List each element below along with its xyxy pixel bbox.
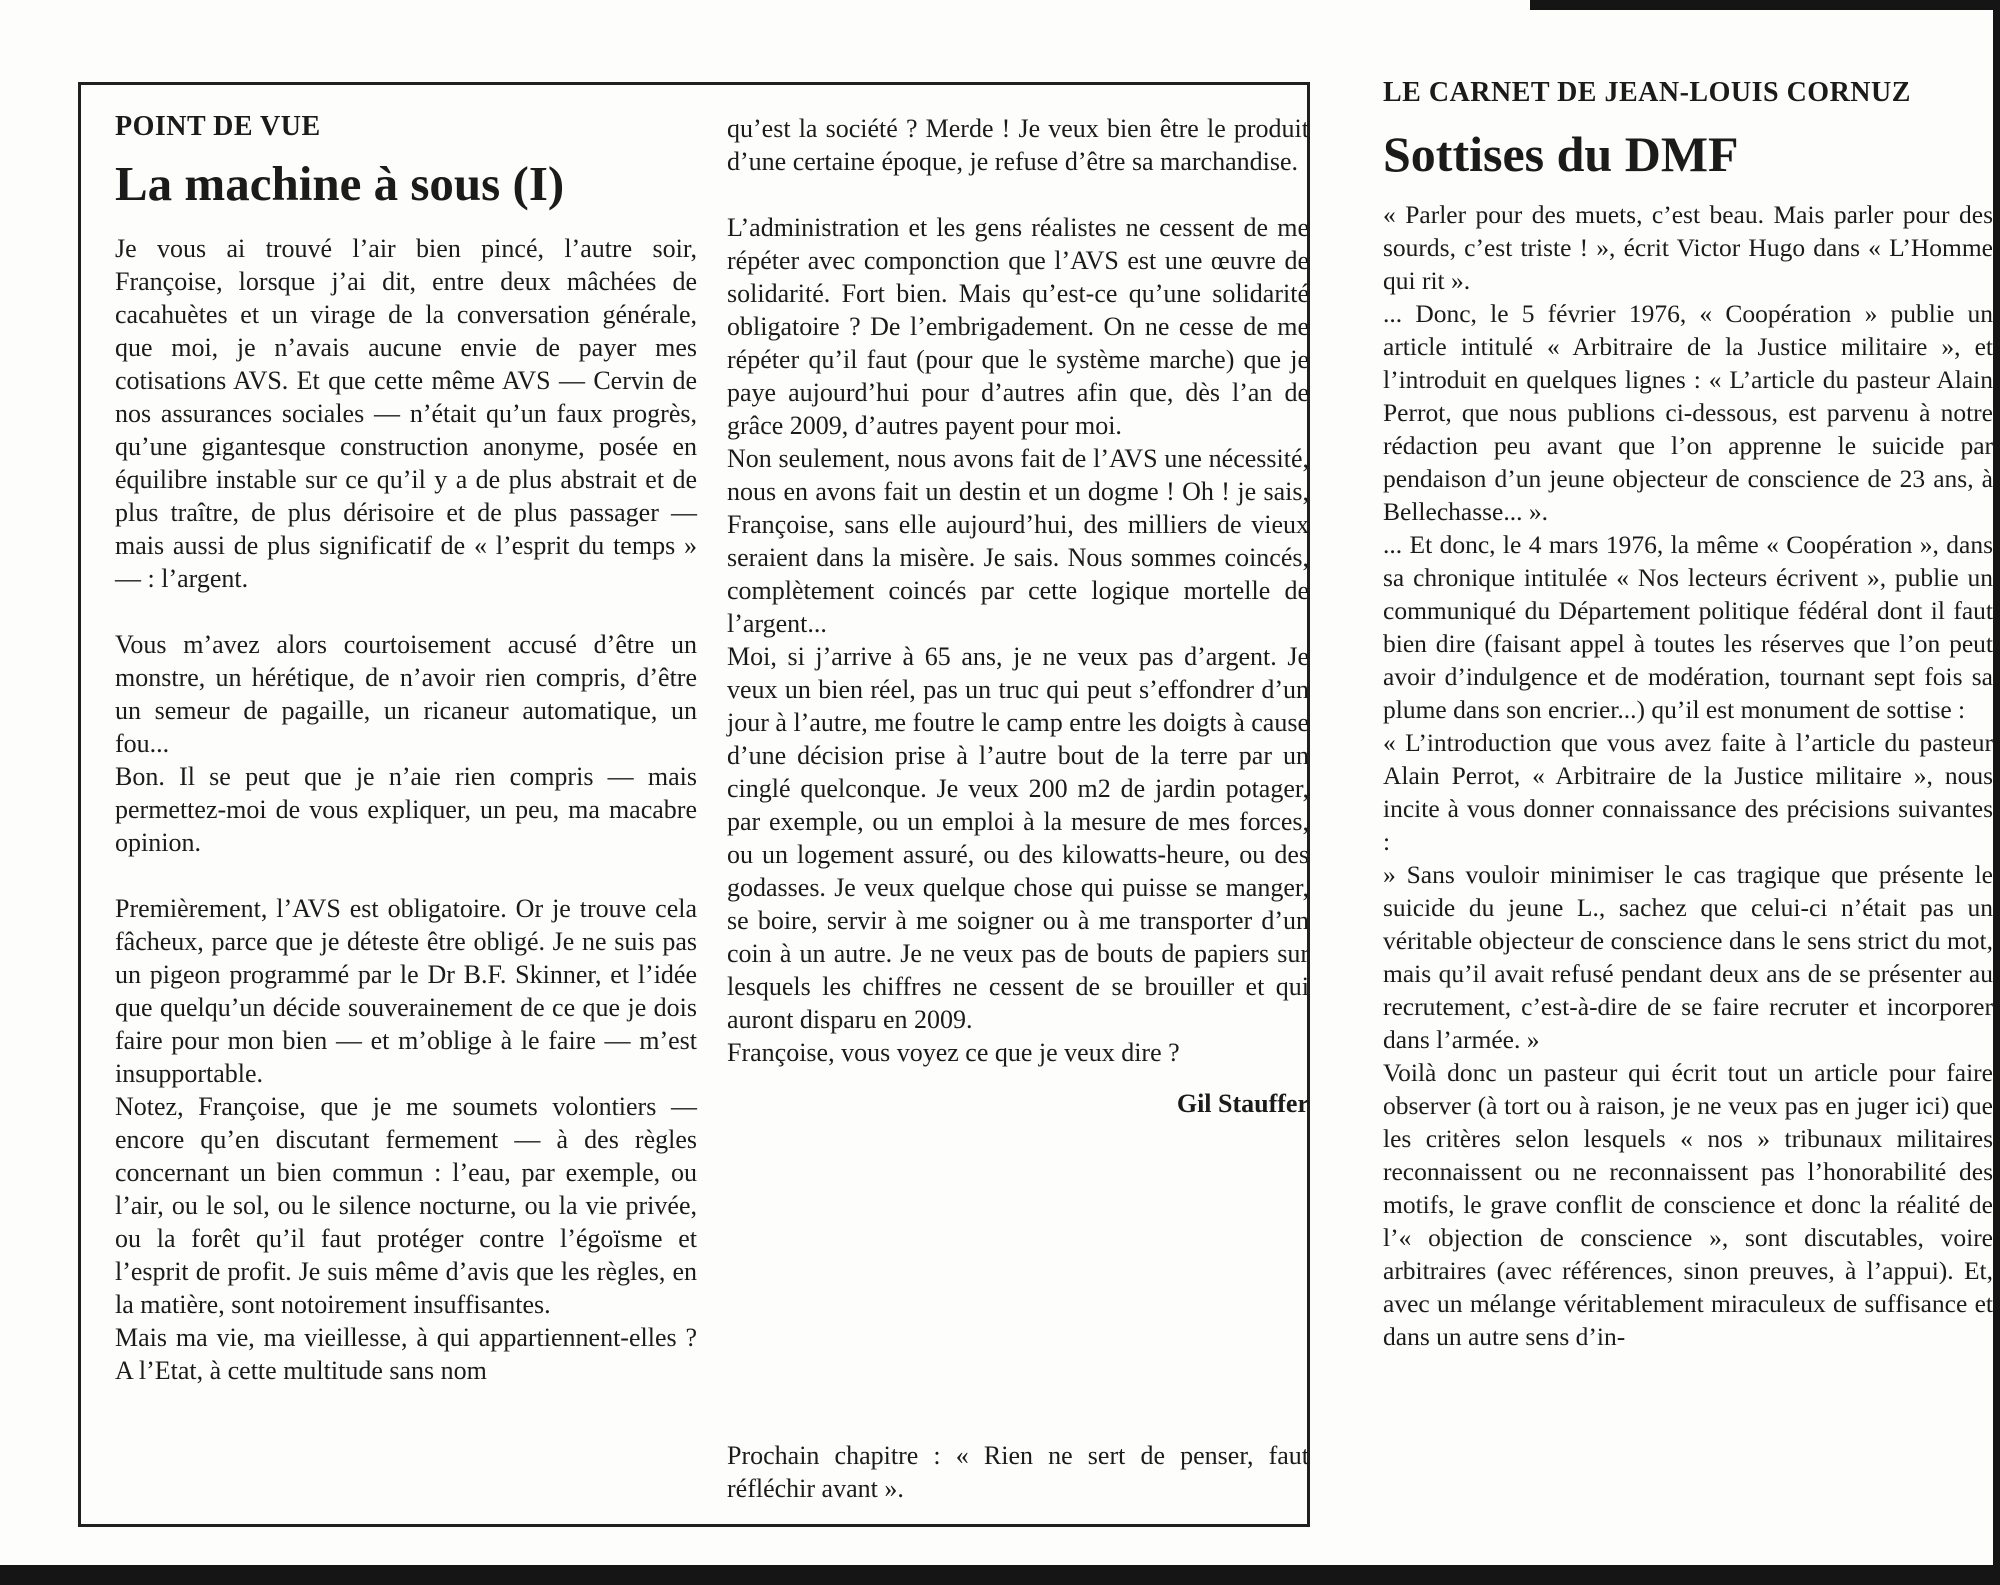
paragraph: ... Donc, le 5 février 1976, « Coopération » publie un article intitulé « Arbitraire de la Justice militaire », et l’introduit en quelques lignes : « L’article du pasteur Alain Perrot, que nous publions ci-dessous, est parvenu à notre rédaction peu avant que l’on apprenne le suicide par pendaison d’un jeune objecteur de conscience de 23 ans, à Bellechasse... ». bbox=[1383, 299, 1993, 526]
paragraph: L’administration et les gens réalistes ne cessent de me répéter avec componction que l’AVS est une œuvre de solidarité. Fort bien. Mais qu’est-ce qu’une solidarité obligatoire ? De l’embrigadement. On ne cesse de me répéter qu’il faut (pour que le système marche) que je paye aujourd’hui pour d’autres afin que, dès l’an de grâce 2009, d’autres payent pour moi. bbox=[727, 213, 1309, 440]
bottom-rule bbox=[0, 1565, 2000, 1585]
right-article-kicker: LE CARNET DE JEAN-LOUIS CORNUZ bbox=[1383, 77, 1911, 108]
left-article-body-1 bbox=[115, 232, 697, 1387]
paragraph: Mais ma vie, ma vieillesse, à qui appartiennent-elles ? A l’Etat, à cette multitude sans nom bbox=[115, 1323, 697, 1385]
paragraph: Voilà donc un pasteur qui écrit tout un article pour faire observer (à tort ou à raison, je ne veux pas en juger ici) que les critères selon lesquels « nos » tribunaux militaires reconnaissent ou ne reconnaissent pas l’honorabilité des motifs, le grave conflit de conscience et donc la réalité de l’« objection de conscience », sont discutables, voire arbitraires (avec références, sinon preuves, à l’appui). Et, avec un mélange véritablement miraculeux de suffisance et dans un autre sens d’in- bbox=[1383, 1058, 1993, 1351]
paragraph: « Parler pour des muets, c’est beau. Mais parler pour des sourds, c’est triste ! », écrit Victor Hugo dans « L’Homme qui rit ». bbox=[1383, 200, 1993, 295]
left-article-kicker: POINT DE VUE bbox=[115, 111, 321, 142]
author-signature: Gil Stauffer bbox=[1176, 1089, 1309, 1118]
left-article-column-1 bbox=[115, 112, 697, 1387]
right-article-body bbox=[1383, 198, 1993, 1353]
paragraph: Notez, Françoise, que je me soumets volontiers — encore qu’en discutant fermement — à des règles concernant un bien commun : l’eau, par exemple, ou l’air, ou le sol, ou le silence nocturne, ou la vie privée, ou la forêt qu’il faut protéger contre l’égoïsme et l’esprit de profit. Je suis même d’avis que les règles, en la matière, sont notoirement insuffisantes. bbox=[115, 1092, 697, 1319]
paragraph: » Sans vouloir minimiser le cas tragique que présente le suicide du jeune L., sachez que celui-ci n’était pas un véritable objecteur de conscience dans le sens strict du mot, mais qu’il avait refusé pendant deux ans de se présenter au recrutement, c’est-à-dire de se faire recruter et incorporer dans l’armée. » bbox=[1383, 860, 1993, 1054]
right-article-column bbox=[1383, 78, 1993, 1353]
paragraph: Non seulement, nous avons fait de l’AVS une nécessité, nous en avons fait un destin et un dogme ! Oh ! je sais, Françoise, sans elle aujourd’hui, des milliers de vieux seraient dans la misère. Je sais. Nous sommes coincés, complètement coincés par cette logique mortelle de l’argent... bbox=[727, 444, 1309, 638]
left-article-body-2 bbox=[727, 112, 1309, 1069]
paragraph: « L’introduction que vous avez faite à l’article du pasteur Alain Perrot, « Arbitraire de la Justice militaire », nous incite à vous donner connaissance des précisions suivantes : bbox=[1383, 728, 1993, 856]
paragraph: qu’est la société ? Merde ! Je veux bien être le produit d’une certaine époque, je refuse d’être sa marchandise. bbox=[727, 114, 1309, 176]
paragraph: Françoise, vous voyez ce que je veux dire ? bbox=[727, 1038, 1180, 1067]
paragraph: Moi, si j’arrive à 65 ans, je ne veux pas d’argent. Je veux un bien réel, pas un truc qui peut s’effondrer d’un jour à l’autre, me foutre le camp entre les doigts à cause d’une décision prise à l’autre bout de la terre par un cinglé quelconque. Je veux 200 m2 de jardin potager, par exemple, ou un emploi à la mesure de mes forces, ou un logement assuré, ou des kilowatts-heure, ou des godasses. Je veux quelque chose qui puisse se manger, se boire, servir à me soigner ou à me transporter d’un coin à un autre. Je ne veux pas de bouts de papiers sur lesquels les chiffres ne cessent de se brouiller et qui auront disparu en 2009. bbox=[727, 642, 1309, 1034]
paragraph: Je vous ai trouvé l’air bien pincé, l’autre soir, Françoise, lorsque j’ai dit, entre deux mâchées de cacahuètes et un virage de la conversation générale, que moi, je n’avais aucune envie de payer mes cotisations AVS. Et que cette même AVS — Cervin de nos assurances sociales — n’était qu’un faux progrès, qu’une gigantesque construction anonyme, posée en équilibre instable sur ce qu’il y a de plus abstrait et de plus traître, de plus dérisoire et de plus passager — mais aussi de plus significatif de « l’esprit du temps » — : l’argent. bbox=[115, 234, 697, 593]
right-article-title: Sottises du DMF bbox=[1383, 126, 1739, 182]
paragraph: Vous m’avez alors courtoisement accusé d’être un monstre, un hérétique, de n’avoir rien compris, d’être un semeur de pagaille, un ricaneur automatique, un fou... bbox=[115, 630, 697, 758]
paragraph: ... Et donc, le 4 mars 1976, la même « Coopération », dans sa chronique intitulée « Nos lecteurs écrivent », publie un communiqué du Département politique fédéral dont il faut bien dire (faisant appel à toutes les réserves que l’on peut avoir d’indulgence et de modération, tournant sept fois sa plume dans son encrier...) qu’il est monument de sottise : bbox=[1383, 530, 1993, 724]
right-edge-rule bbox=[1993, 0, 2000, 1585]
paragraph: Premièrement, l’AVS est obligatoire. Or je trouve cela fâcheux, parce que je déteste être obligé. Je ne suis pas un pigeon programmé par le Dr B.F. Skinner, et l’idée que quelqu’un décide souverainement de ce que je dois faire pour mon bien — et m’oblige à le faire — m’est insupportable. bbox=[115, 894, 697, 1088]
left-article-title: La machine à sous (I) bbox=[115, 156, 565, 211]
top-rule bbox=[1530, 0, 2000, 10]
next-chapter-note: Prochain chapitre : « Rien ne sert de penser, faut réfléchir avant ». bbox=[727, 1441, 1309, 1503]
paragraph: Bon. Il se peut que je n’aie rien compris — mais permettez-moi de vous expliquer, un peu, ma macabre opinion. bbox=[115, 762, 697, 857]
left-article-column-2 bbox=[727, 112, 1309, 1120]
